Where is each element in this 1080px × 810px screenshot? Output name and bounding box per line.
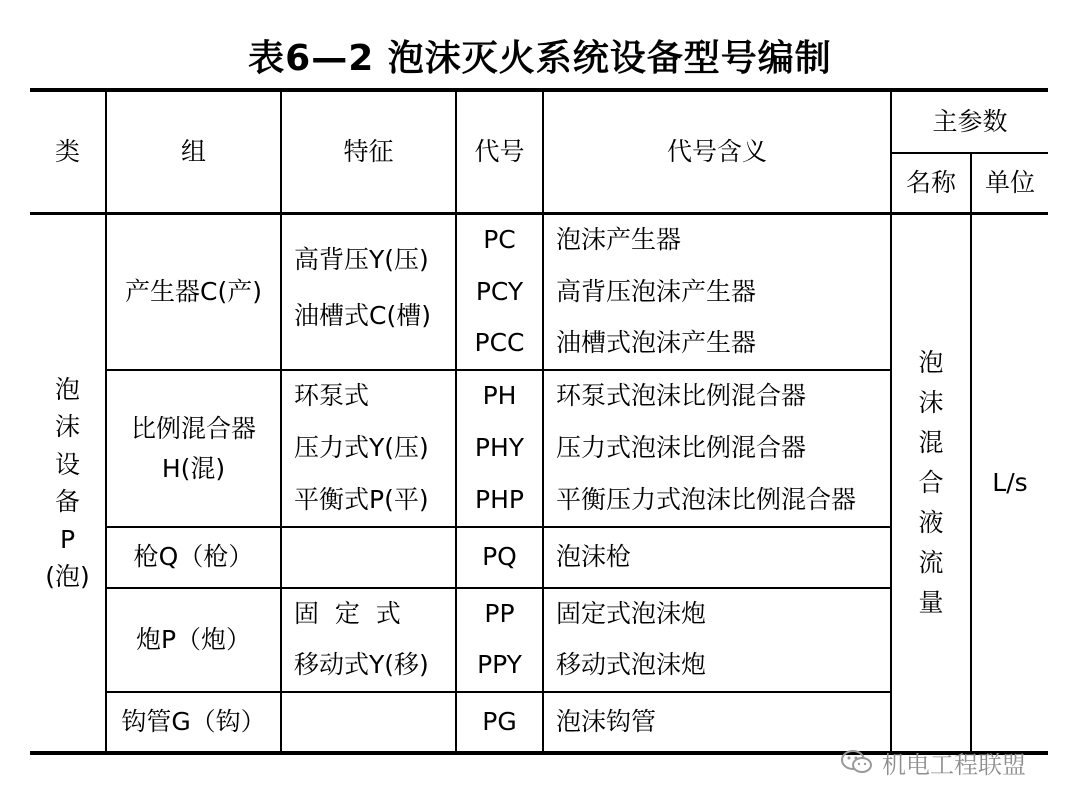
row2-group <box>107 371 280 526</box>
param-name-cell <box>892 215 970 751</box>
row4-features <box>282 589 455 691</box>
row5-meaning <box>544 693 890 751</box>
feature-label: 油槽式C(槽) <box>294 300 431 330</box>
header-param-unit: 单位 <box>984 167 1035 197</box>
row1-features <box>282 232 455 344</box>
row1-group <box>107 215 280 369</box>
code-label: PH <box>482 381 517 411</box>
param-name-char: 泡 <box>918 348 944 377</box>
meaning-label: 压力式泡沫比例混合器 <box>556 433 807 463</box>
meaning-label: 固定式泡沫炮 <box>556 599 707 629</box>
group-label: H(混) <box>161 453 226 483</box>
watermark-text: 机电工程联盟 <box>882 750 1026 779</box>
row1-meanings <box>544 215 890 369</box>
table-title: 表6—2 泡沫灭火系统设备型号编制 <box>248 38 832 79</box>
param-name-char: 量 <box>918 588 944 617</box>
code-label: PC <box>483 225 516 255</box>
code-label: PCY <box>475 276 524 306</box>
feature-label: 移动式Y(移) <box>294 650 429 680</box>
row4-meanings <box>544 589 890 691</box>
row1-codes <box>457 215 542 369</box>
feature-label: 压力式Y(压) <box>294 433 429 463</box>
category-char: 设 <box>54 449 80 479</box>
feature-label: 平衡式P(平) <box>294 484 429 514</box>
row4-codes <box>457 589 542 691</box>
param-name-char: 沫 <box>918 388 944 417</box>
row5-code <box>457 693 542 751</box>
meaning-label: 泡沫枪 <box>556 542 632 572</box>
group-label: 比例混合器 <box>130 413 256 443</box>
row4-group <box>107 589 280 691</box>
feature-label: 固 定 式 <box>294 599 401 629</box>
header-param-name: 名称 <box>905 167 956 197</box>
param-name-char: 液 <box>918 508 944 537</box>
wechat-icon <box>840 749 874 775</box>
feature-label: 环泵式 <box>294 381 370 411</box>
code-label: PG <box>482 706 517 736</box>
row3-meaning <box>544 528 890 587</box>
header-meaning: 代号含义 <box>666 136 767 166</box>
header-category: 类 <box>54 136 80 166</box>
code-label: PQ <box>482 542 517 572</box>
meaning-label: 泡沫钩管 <box>556 706 657 736</box>
meaning-label: 油槽式泡沫产生器 <box>556 327 757 357</box>
category-char: P <box>59 524 76 554</box>
code-label: PCC <box>474 327 525 357</box>
category-char: 备 <box>54 487 80 516</box>
row5-group <box>107 693 280 751</box>
group-label: 产生器C(产) <box>125 276 262 306</box>
group-label: 钩管G（钩） <box>121 706 266 736</box>
row2-meanings <box>544 371 890 526</box>
code-label: PPY <box>477 650 522 680</box>
param-name-char: 合 <box>918 468 944 497</box>
group-label: 枪Q（枪） <box>133 542 254 572</box>
code-label: PHP <box>475 484 524 514</box>
row3-group <box>107 528 280 587</box>
header-code: 代号 <box>474 136 525 166</box>
row2-codes <box>457 371 542 526</box>
meaning-label: 高背压泡沫产生器 <box>556 276 757 306</box>
feature-label: 高背压Y(压) <box>294 244 429 274</box>
header-group: 组 <box>180 136 206 166</box>
category-char: 泡 <box>54 374 80 404</box>
param-name-char: 混 <box>918 428 944 457</box>
code-label: PHY <box>474 433 525 463</box>
category-char: 沫 <box>54 412 80 441</box>
param-unit-cell: L/s <box>992 467 1028 497</box>
watermark <box>840 740 1060 784</box>
meaning-label: 平衡压力式泡沫比例混合器 <box>556 484 857 514</box>
row2-features <box>282 371 455 526</box>
code-label: PP <box>484 599 515 629</box>
header-main-param: 主参数 <box>932 106 1008 136</box>
header-feature: 特征 <box>343 136 394 166</box>
category-cell <box>30 215 105 751</box>
param-name-char: 流 <box>918 548 944 577</box>
meaning-label: 环泵式泡沫比例混合器 <box>556 381 807 411</box>
row3-code <box>457 528 542 587</box>
group-label: 炮P（炮） <box>135 624 252 654</box>
meaning-label: 移动式泡沫炮 <box>556 650 707 680</box>
meaning-label: 泡沫产生器 <box>556 225 682 255</box>
category-char: (泡) <box>45 562 90 591</box>
